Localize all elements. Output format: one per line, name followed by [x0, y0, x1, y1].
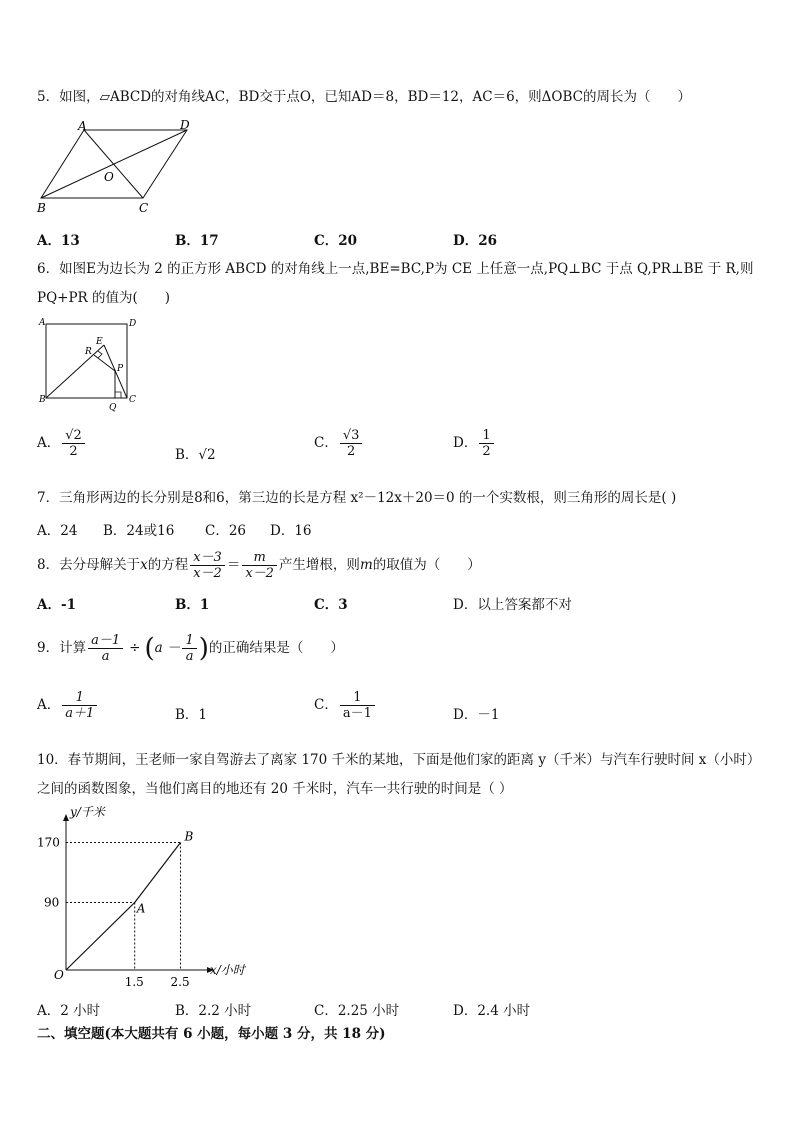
point-label-b: B	[184, 829, 194, 844]
var-m: m	[359, 557, 373, 573]
option-letter: C．	[314, 435, 338, 451]
q9-option-a[interactable]	[37, 690, 99, 721]
q5-option-b[interactable]: B．17	[175, 233, 219, 249]
point-label-o: O	[54, 968, 64, 982]
q9-option-b[interactable]: B．1	[175, 707, 208, 723]
label-e: E	[96, 337, 103, 347]
q6-option-d[interactable]	[453, 428, 496, 459]
q5-parallelogram-figure	[30, 118, 210, 218]
fraction: $\frac{1}{a-1}$	[340, 690, 375, 721]
x-tick-label-2-5: 2.5	[170, 975, 190, 989]
label-a: A	[78, 119, 87, 133]
option-letter: A．	[37, 697, 61, 713]
fraction: $\frac{√3}{2}$	[340, 428, 363, 459]
fraction: $\frac{√2}{2}$	[62, 428, 85, 459]
q5-option-a[interactable]: A．13	[37, 233, 80, 249]
q5-option-d[interactable]: D．26	[453, 233, 497, 249]
q7-option-c[interactable]: C．26	[205, 523, 247, 539]
q8-option-a[interactable]: A．-1	[37, 597, 76, 613]
q10-option-b[interactable]: B．2.2 小时	[175, 1003, 252, 1019]
q10-function-graph	[36, 805, 245, 995]
y-tick-label-170: 170	[37, 835, 60, 850]
diagonal-be	[46, 345, 104, 398]
label-q: Q	[109, 403, 117, 413]
x-axis-label: x/小时	[210, 963, 245, 977]
q5-option-c[interactable]: C．20	[314, 233, 358, 249]
q7-option-d[interactable]: D．16	[270, 523, 312, 539]
right-angle-r	[98, 351, 102, 358]
label-o: O	[104, 170, 114, 184]
q6-stem-line1: 6．如图E为边长为 2 的正方形 ABCD 的对角线上一点,BE=BC,P为 CE 上任意一点,PQ⊥BC 于点 Q,PR⊥BE 于 R,则	[37, 261, 754, 277]
segment-ab	[135, 843, 181, 903]
x-tick-label-1-5: 1.5	[124, 975, 144, 989]
option-letter: D．	[453, 435, 478, 451]
q6-option-a[interactable]	[37, 428, 87, 459]
option-letter: A．	[37, 435, 61, 451]
right-angle-q	[115, 392, 121, 398]
label-d: D	[180, 118, 190, 132]
q10-stem-line1: 10．春节期间，王老师一家自驾游去了离家 170 千米的某地，下面是他们家的距离 y（千米）与汽车行驶时间 x（小时）	[37, 752, 761, 768]
label-d: D	[129, 319, 137, 329]
label-b: B	[39, 395, 46, 405]
q8-option-d[interactable]: D．以上答案都不对	[453, 597, 572, 613]
option-letter: C．	[314, 697, 338, 713]
q5-stem: 5．如图，▱ABCD的对角线AC，BD交于点O，已知AD＝8，BD＝12，AC＝6，则ΔOBC的周长为（ ）	[37, 89, 692, 105]
y-axis-arrow	[63, 814, 69, 821]
q8-stem: 8．去分母解关于x的方程 $\frac{x-3}{x-2}$ ＝ $\frac{m}{x-2}$ 产生增根，则m的取值为（ ）	[37, 550, 481, 581]
sqrt-value: √2	[198, 447, 216, 463]
q8-option-c[interactable]: C．3	[314, 597, 348, 613]
q6-option-b[interactable]	[175, 443, 216, 463]
fraction: $\frac{1}{a+1}$	[62, 690, 97, 721]
fraction-2: $\frac{1}{a}$	[182, 633, 196, 664]
label-b: B	[37, 201, 46, 215]
q8-option-b[interactable]: B．1	[175, 597, 210, 613]
q9-stem: 9．计算 $\frac{a-1}{a}$ ÷ (a － $\frac{1}{a}$ )的正确结果是（ ）	[37, 633, 344, 664]
label-p: P	[117, 364, 124, 374]
q7-stem: 7．三角形两边的长分别是8和6，第三边的长是方程 x²－12x＋20＝0 的一个实数根，则三角形的周长是( )	[37, 490, 677, 506]
option-letter: B．	[175, 447, 199, 463]
fraction-right: $\frac{m}{x-2}$	[242, 550, 277, 581]
q6-square-figure	[36, 314, 146, 414]
fraction: $\frac{1}{2}$	[479, 428, 493, 459]
fraction-left: $\frac{x-3}{x-2}$	[190, 550, 225, 581]
fraction-1: $\frac{a-1}{a}$	[88, 633, 123, 664]
label-c: C	[129, 395, 136, 405]
q10-option-c[interactable]: C．2.25 小时	[314, 1003, 400, 1019]
label-a: A	[39, 318, 46, 328]
q9-option-c[interactable]	[314, 690, 377, 721]
q7-option-a[interactable]: A．24	[37, 523, 78, 539]
label-r: R	[85, 347, 92, 357]
q6-option-c[interactable]	[314, 428, 364, 459]
q10-option-d[interactable]: D．2.4 小时	[453, 1003, 531, 1019]
q9-option-d[interactable]: D．－1	[453, 707, 500, 723]
q7-option-b[interactable]: B．24或16	[103, 523, 175, 539]
section-2-heading: 二、填空题(本大题共有 6 小题，每小题 3 分，共 18 分)	[37, 1026, 386, 1042]
q10-option-a[interactable]: A．2 小时	[37, 1003, 101, 1019]
label-c: C	[139, 201, 149, 215]
segment-oa	[66, 903, 135, 971]
q10-stem-line2: 之间的函数图象，当他们离目的地还有 20 千米时，汽车一共行驶的时间是（ ）	[37, 781, 513, 797]
y-axis-label: y/千米	[70, 805, 105, 819]
var-x: x	[140, 557, 148, 573]
y-tick-label-90: 90	[44, 895, 60, 910]
q6-stem-line2: PQ+PR 的值为( )	[37, 290, 171, 306]
point-label-a: A	[136, 901, 146, 916]
